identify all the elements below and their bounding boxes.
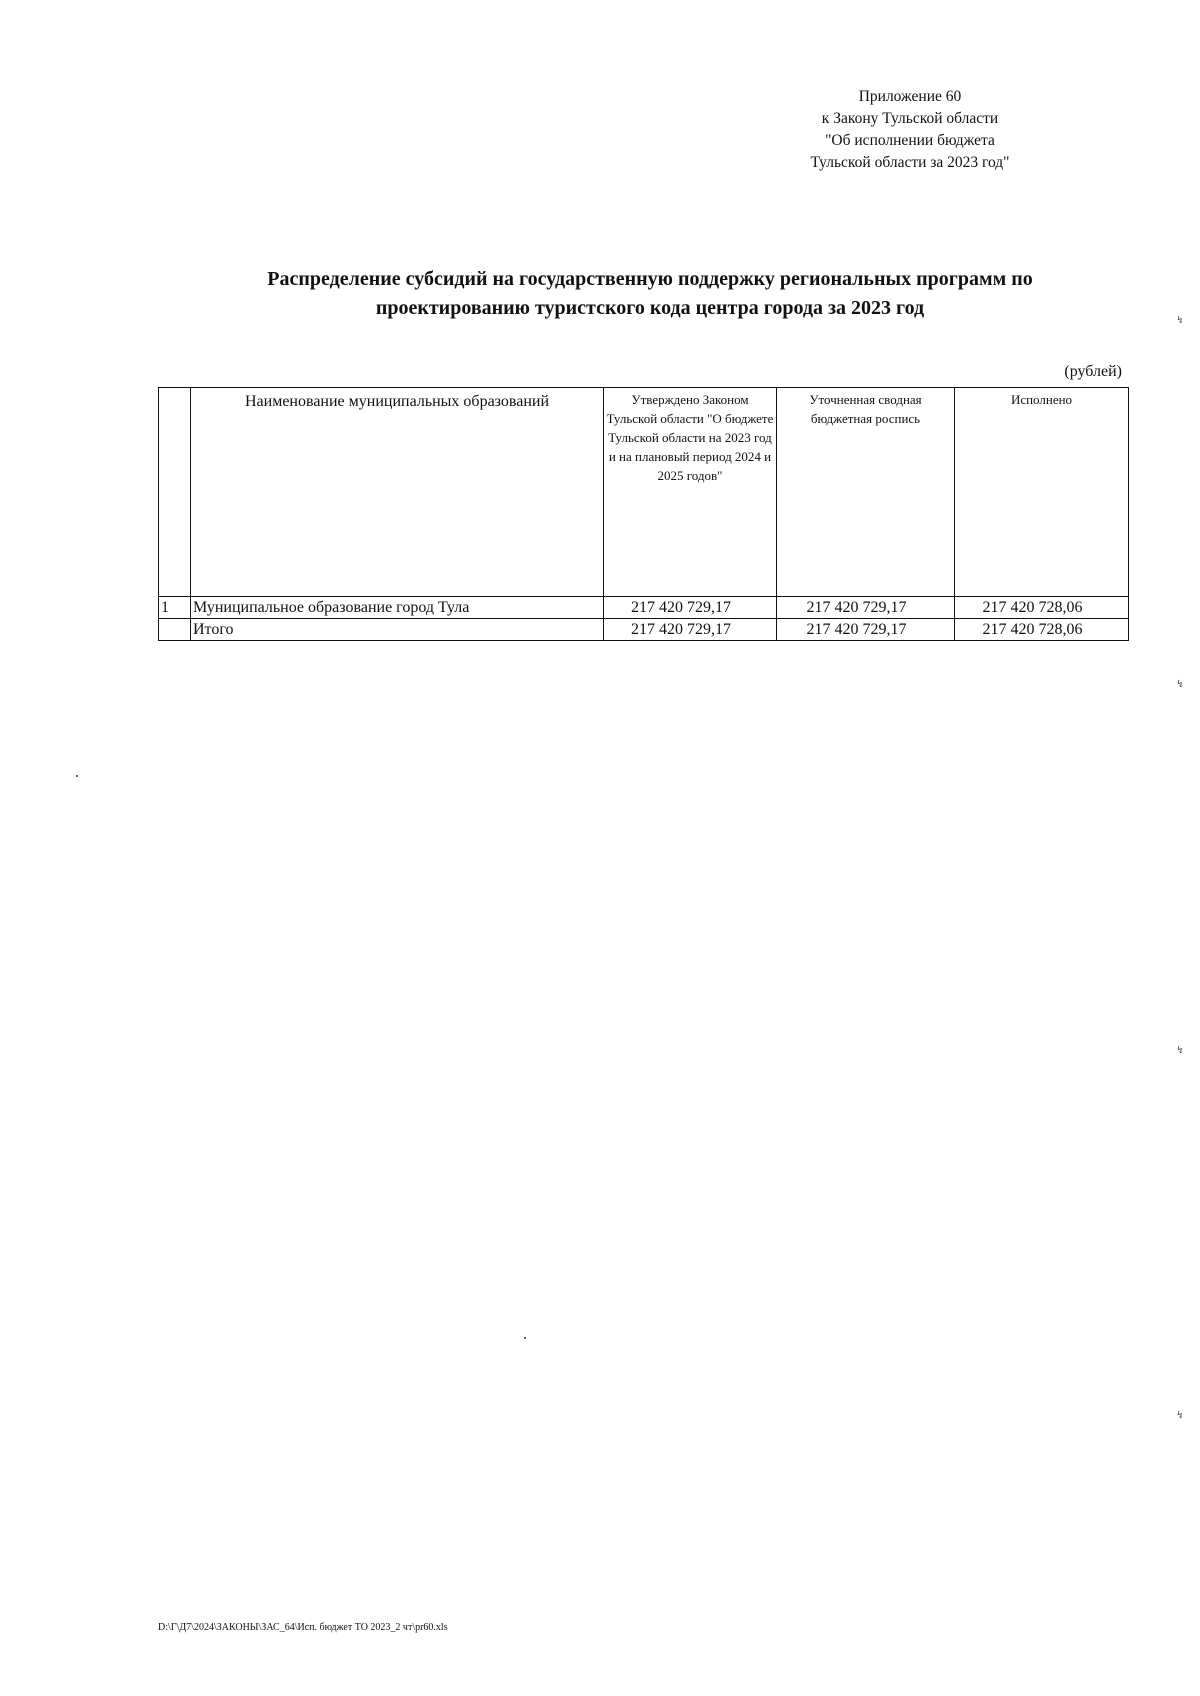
appendix-line: "Об исполнении бюджета <box>825 132 995 149</box>
appendix-line: Тульской области за 2023 год" <box>810 154 1010 171</box>
row-executed: 217 420 728,06 <box>955 597 1129 619</box>
scan-mark-icon: ↯ <box>1176 1045 1185 1056</box>
header-executed: Исполнено <box>955 388 1129 597</box>
row-revised: 217 420 729,17 <box>777 597 955 619</box>
header-revised: Уточненная сводная бюджетная роспись <box>777 388 955 597</box>
total-row <box>159 619 1129 641</box>
document-title <box>120 265 1180 323</box>
subsidy-table <box>158 387 1129 641</box>
scan-dot <box>524 1337 526 1339</box>
appendix-note <box>700 86 1120 174</box>
total-index <box>159 619 191 641</box>
header-index-cell <box>159 388 191 597</box>
appendix-line: Приложение 60 <box>858 88 962 105</box>
row-name: Муниципальное образование город Тула <box>191 597 604 619</box>
scan-mark-icon: ↯ <box>1176 679 1185 690</box>
row-approved: 217 420 729,17 <box>604 597 777 619</box>
units-label: (рублей) <box>1064 363 1122 380</box>
table-header-row <box>159 388 1129 597</box>
total-executed: 217 420 728,06 <box>955 619 1129 641</box>
total-revised: 217 420 729,17 <box>777 619 955 641</box>
table-row <box>159 597 1129 619</box>
scan-mark-icon: ↯ <box>1176 1410 1185 1421</box>
header-name: Наименование муниципальных образований <box>191 388 604 597</box>
title-line-2: проектированию туристского кода центра города за 2023 год <box>375 297 925 319</box>
scan-mark-icon: ↯ <box>1176 315 1185 326</box>
row-index: 1 <box>159 597 191 619</box>
title-line-1: Распределение субсидий на государственную поддержку региональных программ по <box>267 268 1033 290</box>
total-approved: 217 420 729,17 <box>604 619 777 641</box>
scan-dot <box>76 775 78 777</box>
header-approved: Утверждено Законом Тульской области "О бюджете Тульской области на 2023 год и на плановый период 2024 и 2025 годов" <box>604 388 777 597</box>
appendix-line: к Закону Тульской области <box>821 110 999 127</box>
total-name: Итого <box>191 619 604 641</box>
file-path-footer: D:\Г\Д7\2024\ЗАКОНЫ\ЗАС_64\Исп. бюджет ТО 2023_2 чт\pr60.xls <box>158 1622 448 1633</box>
